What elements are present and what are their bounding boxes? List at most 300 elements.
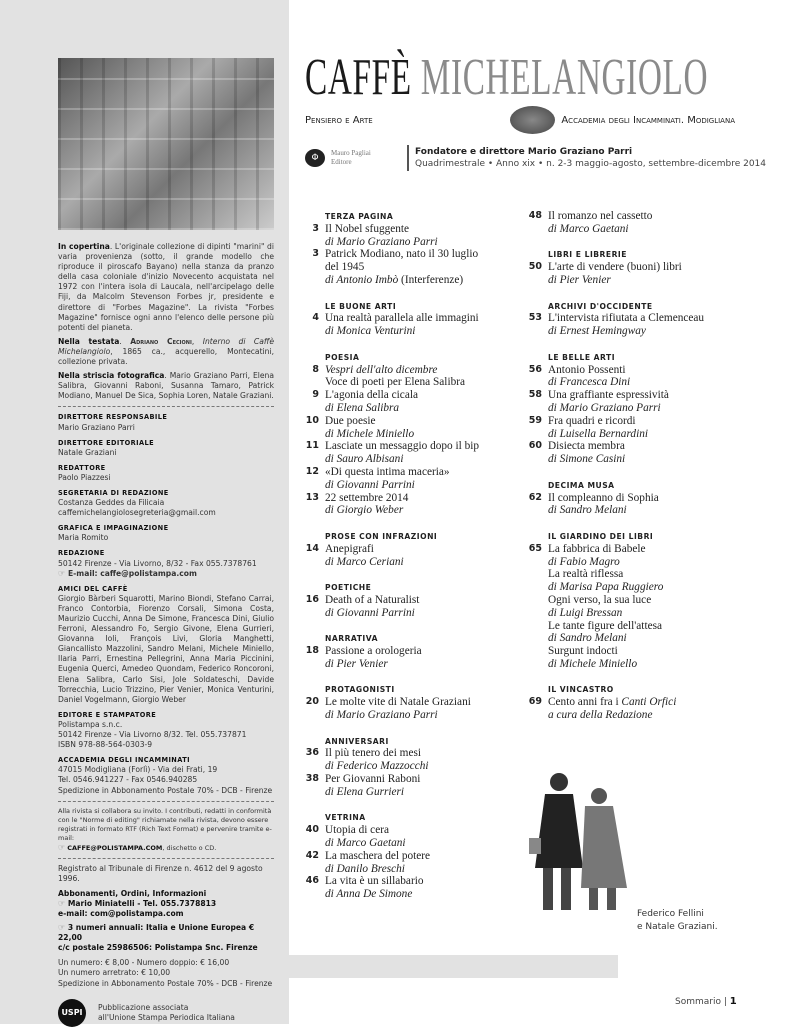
page-number: 3 — [312, 222, 319, 234]
section-heading: LE BUONE ARTI — [325, 301, 397, 311]
toc-line — [302, 492, 517, 505]
section-heading: PROSE CON INFRAZIONI — [325, 531, 438, 541]
line-text — [325, 773, 420, 786]
section-heading: POESIA — [325, 352, 360, 362]
page-number — [302, 888, 325, 901]
block-email — [58, 569, 274, 579]
toc-item[interactable] — [302, 696, 517, 722]
toc-line — [302, 594, 517, 607]
text: Editore — [331, 158, 352, 166]
title-text: Per Giovanni Raboni — [325, 773, 421, 786]
title-text: Una realtà parallela alle immagini — [325, 312, 479, 325]
title-text: Utopia di cera — [325, 824, 389, 837]
line-text — [548, 428, 648, 441]
title-text: Ogni verso, la sua luce — [548, 593, 652, 606]
author-or-italic: di Michele Miniello — [325, 427, 415, 440]
author-or-italic: di Luisella Bernardini — [548, 427, 649, 440]
title-text: «Di questa intima maceria» — [325, 465, 450, 478]
toc-item[interactable] — [302, 440, 517, 466]
page-number — [302, 261, 325, 274]
page-number — [302, 325, 325, 338]
section-heading: LE BELLE ARTI — [548, 352, 616, 362]
toc-line — [302, 773, 517, 786]
page-number — [302, 376, 325, 389]
author: Adriano Cecioni — [130, 336, 192, 346]
line-text — [548, 696, 676, 709]
page-number — [525, 428, 548, 441]
line-text — [548, 620, 662, 633]
uspi-logo: USPI — [58, 999, 86, 1027]
toc-line — [302, 875, 517, 888]
block-heading: SEGRETARIA DI REDAZIONE — [58, 488, 169, 497]
cover-note — [58, 242, 274, 333]
page-number: 4 — [312, 312, 319, 324]
price-line: Un numero arretrato: € 10,00 — [58, 968, 171, 978]
page-number: 18 — [305, 645, 319, 657]
line-text — [325, 274, 463, 287]
page-number — [302, 504, 325, 517]
toc-line — [525, 658, 740, 671]
toc-column-1 — [302, 210, 517, 914]
author-or-italic: di Sandro Melani — [548, 632, 627, 645]
line-text — [325, 786, 404, 799]
toc-line — [525, 594, 740, 607]
toc-item[interactable] — [525, 364, 740, 390]
toc-item[interactable] — [302, 543, 517, 569]
line-text — [548, 556, 620, 569]
line-text — [548, 389, 669, 402]
line-text — [325, 415, 376, 428]
page-footer — [675, 996, 737, 1007]
toc-line — [302, 312, 517, 325]
toc-section — [525, 683, 740, 721]
page-number: 16 — [305, 593, 319, 605]
page-number: 10 — [305, 414, 319, 426]
staff-block — [58, 412, 274, 432]
page-number: 46 — [305, 875, 319, 887]
text: . L'originale collezione di dipinti "marini" di varia provenienza (sotto, il grande modello che riproduce il piroscafo Bayano) nella stanza da pranzo della casa coloniale d'inizio Novecento acquistata nel 1972 con l'intera isola di Laucala, nell'arcipelago delle Fiji, da Malcolm Stevenson Forbes jr, presidente e direttore di "Forbes Magazine". La rivista "Forbes Magazine" fornisce ogni anno l'elenco delle persone più potenti del pianeta. — [58, 242, 274, 332]
title-text: Anepigrafi — [325, 542, 374, 555]
toc-item[interactable] — [525, 389, 740, 415]
block-line: Spedizione in Abbonamento Postale 70% - DCB - Firenze — [58, 785, 273, 795]
block-line: 50142 Firenze - Via Livorno 8/32. Tel. 055.737871 — [58, 730, 247, 740]
title-text: Il romanzo nel cassetto — [548, 210, 653, 222]
toc-line — [525, 440, 740, 453]
title-text: del 1945 — [325, 261, 365, 274]
toc-section — [302, 683, 517, 721]
page-number — [525, 620, 548, 633]
section-heading: DECIMA MUSA — [548, 480, 615, 490]
line-text — [325, 607, 415, 620]
section-heading: PROTAGONISTI — [325, 685, 395, 695]
author-or-italic: di Giovanni Parrini — [325, 478, 415, 491]
toc-line — [302, 466, 517, 479]
page-number: 69 — [528, 696, 542, 708]
toc-line — [302, 453, 517, 466]
label: Nella striscia fotografica — [58, 371, 165, 381]
striscia-note — [58, 371, 274, 401]
label: In copertina — [58, 242, 110, 251]
author-or-italic: di Mario Graziano Parri — [548, 401, 661, 414]
page-number: 11 — [305, 440, 319, 452]
publisher-logo-icon: Φ — [305, 149, 325, 167]
page-number: 40 — [305, 824, 319, 836]
block-line: Costanza Geddes da Filicaia — [58, 498, 165, 508]
toc-item[interactable] — [302, 645, 517, 671]
author-or-italic: di Marco Ceriani — [325, 555, 404, 568]
title-text: Una graffiante espressività — [548, 389, 669, 402]
page-number — [525, 556, 548, 569]
colophon — [58, 242, 274, 1027]
line-text — [325, 837, 406, 850]
toc-section — [525, 300, 740, 338]
block-line: 47015 Modigliana (Forlì) - Via dei Frati, 19 — [58, 765, 218, 775]
collab-note — [58, 807, 274, 853]
toc-line — [525, 696, 740, 709]
title-text: Voce di poeti per Elena Salibra — [325, 376, 466, 389]
line-text — [325, 312, 479, 325]
page-number: 48 — [528, 210, 542, 221]
title-text: Le tante figure dell'attesa — [548, 619, 663, 632]
page-number: 14 — [305, 542, 319, 554]
author-or-italic: di Elena Gurrieri — [325, 785, 405, 798]
toc-item[interactable] — [525, 261, 740, 287]
line-text — [325, 504, 403, 517]
author-or-italic: di Sauro Albisani — [325, 453, 404, 466]
title-text: Le molte vite di Natale Graziani — [325, 696, 471, 709]
block-heading: AMICI DEL CAFFÈ — [58, 584, 128, 593]
toc-item[interactable] — [302, 389, 517, 415]
block-heading: DIRETTORE RESPONSABILE — [58, 413, 168, 422]
block-line: Natale Graziani — [58, 447, 117, 457]
toc-item[interactable] — [302, 415, 517, 441]
toc-item[interactable] — [525, 492, 740, 518]
toc-item[interactable] — [302, 492, 517, 518]
heading: Abbonamenti, Ordini, Informazioni — [58, 888, 207, 898]
toc-item[interactable] — [525, 543, 740, 671]
line-text — [325, 236, 438, 249]
toc-line — [302, 696, 517, 709]
line-text — [325, 888, 412, 901]
author-or-italic: di Ernest Hemingway — [548, 325, 646, 338]
toc-line — [525, 607, 740, 620]
divider — [407, 145, 409, 171]
block-heading: REDAZIONE — [58, 549, 105, 558]
page-number: 58 — [528, 389, 542, 401]
toc-line — [302, 479, 517, 492]
text: , 1865 ca., acquerello, Montecatini, collezione privata. — [58, 346, 274, 367]
section-heading: POETICHE — [325, 583, 372, 593]
title-text: Patrick Modiano, nato il 30 luglio — [325, 248, 479, 261]
line-text — [548, 364, 626, 377]
toc-section — [302, 632, 517, 670]
staff-block — [58, 488, 274, 518]
line-text — [548, 312, 704, 325]
section-heading: IL VINCASTRO — [548, 685, 614, 695]
toc-line — [302, 261, 517, 274]
toc-item[interactable] — [302, 223, 517, 249]
pointer-icon: ☞ — [58, 923, 66, 933]
email[interactable]: E-mail: caffe@polistampa.com — [67, 568, 197, 578]
page-number — [525, 223, 548, 236]
line-text — [548, 223, 629, 236]
title-part: CAFFÈ — [305, 49, 412, 106]
line-text — [548, 440, 625, 453]
toc-section — [302, 351, 517, 517]
divider — [58, 406, 274, 407]
title-text: (Interferenze) — [398, 273, 464, 286]
page-number — [525, 594, 548, 607]
block-line: Mario Graziano Parri — [58, 422, 135, 432]
line-text — [548, 325, 646, 338]
page-number — [525, 453, 548, 466]
colophon-panel — [0, 0, 289, 1024]
page-number — [525, 645, 548, 658]
toc-section — [302, 581, 517, 619]
masthead-title — [305, 50, 708, 106]
line-text — [325, 402, 399, 415]
page-number: 20 — [305, 696, 319, 708]
staff-block — [58, 463, 274, 483]
block-heading: DIRETTORE EDITORIALE — [58, 438, 155, 447]
prices — [58, 958, 274, 988]
registration: Registrato al Tribunale di Firenze n. 4612 del 9 agosto 1996. — [58, 863, 263, 883]
block-heading: GRAFICA E IMPAGINAZIONE — [58, 524, 169, 533]
toc-line — [525, 210, 740, 223]
toc-line — [302, 415, 517, 428]
section-heading: TERZA PAGINA — [325, 212, 394, 221]
toc-section — [302, 811, 517, 901]
line-text — [325, 594, 419, 607]
title-text: L'agonia della cicala — [325, 389, 418, 402]
staff-blocks — [58, 412, 274, 795]
author-or-italic: di Mario Graziano Parri — [325, 709, 438, 722]
toc-line — [525, 556, 740, 569]
cover-photo — [58, 58, 274, 230]
line-text — [325, 479, 415, 492]
page-number — [525, 402, 548, 415]
line-text — [548, 415, 636, 428]
toc-section — [525, 210, 740, 236]
author-or-italic: di Marisa Papa Ruggiero — [548, 581, 664, 594]
line-text — [548, 543, 646, 556]
toc-line — [302, 658, 517, 671]
title-text: La realtà riflessa — [548, 568, 624, 581]
title-text: Cento anni fra i — [548, 696, 622, 709]
toc-item[interactable] — [525, 415, 740, 441]
page-number — [302, 428, 325, 441]
separator: | — [723, 997, 727, 1007]
line-text — [325, 658, 388, 671]
section-heading: VETRINA — [325, 813, 366, 823]
toc-section — [302, 210, 517, 287]
title-part: MICHELANGIOLO — [420, 49, 709, 106]
uspi — [58, 999, 274, 1027]
line-text — [325, 556, 404, 569]
page-number: 8 — [312, 363, 319, 375]
toc-section — [525, 248, 740, 286]
page-number: 9 — [312, 389, 319, 401]
page-number: 38 — [305, 773, 319, 785]
block-line: caffemichelangiolosegreteria@gmail.com — [58, 508, 216, 518]
toc-section — [302, 735, 517, 799]
toc-line — [525, 543, 740, 556]
pointer-icon: ☞ — [58, 842, 66, 852]
line-text — [325, 760, 429, 773]
author-or-italic: di Luigi Bressan — [548, 606, 623, 619]
text: all'Unione Stampa Periodica Italiana — [98, 1012, 235, 1022]
page-number — [302, 786, 325, 799]
line-text — [548, 274, 611, 287]
line-text — [548, 581, 663, 594]
page-number — [302, 402, 325, 415]
page-number — [525, 568, 548, 581]
decorative-bar — [289, 955, 618, 978]
toc-item[interactable] — [302, 773, 517, 799]
toc-line — [525, 620, 740, 633]
toc-line — [302, 236, 517, 249]
price-line: Spedizione in Abbonamento Postale 70% - DCB - Firenze — [58, 978, 273, 988]
page-number: 3 — [312, 248, 319, 260]
page-number — [525, 325, 548, 338]
page-number: 59 — [528, 414, 542, 426]
section-heading: NARRATIVA — [325, 634, 378, 644]
toc-line — [302, 364, 517, 377]
page-number: 60 — [528, 440, 542, 452]
toc-line — [302, 376, 517, 389]
line-text — [548, 658, 637, 671]
author-or-italic: di Giovanni Parrini — [325, 606, 415, 619]
text: e Natale Graziani. — [637, 922, 718, 932]
divider — [58, 801, 274, 802]
masthead-image — [510, 106, 555, 134]
author-or-italic: a cura della Redazione — [548, 709, 653, 722]
page-number: 13 — [305, 491, 319, 503]
toc-line — [525, 261, 740, 274]
block-line: Paolo Piazzesi — [58, 472, 111, 482]
toc-item[interactable] — [525, 696, 740, 722]
email[interactable]: e-mail: com@polistampa.com — [58, 908, 184, 918]
title-text: Fra quadri e ricordi — [548, 414, 636, 427]
title-text: Death of a Naturalist — [325, 593, 420, 606]
block-line: Polistampa s.n.c. — [58, 719, 123, 729]
toc-item[interactable] — [302, 850, 517, 876]
toc-line — [302, 389, 517, 402]
toc-line — [302, 607, 517, 620]
line-text — [548, 376, 630, 389]
line-text — [325, 696, 471, 709]
toc-line — [302, 402, 517, 415]
page-number — [302, 658, 325, 671]
title-text: Disiecta membra — [548, 440, 625, 453]
line-text — [325, 466, 450, 479]
page-number — [525, 504, 548, 517]
subtitle-left: Pensiero e Arte — [305, 114, 373, 126]
page-number — [525, 274, 548, 287]
line-text — [325, 364, 437, 377]
toc-line — [302, 248, 517, 261]
text: Mauro Pagliai — [331, 149, 371, 157]
toc-line — [302, 325, 517, 338]
toc-item[interactable] — [302, 875, 517, 901]
block-heading: REDATTORE — [58, 463, 106, 472]
line-text — [325, 440, 479, 453]
toc-item[interactable] — [525, 210, 740, 236]
staff-block — [58, 710, 274, 750]
line-text — [325, 453, 403, 466]
toc-section — [302, 530, 517, 568]
author-or-italic: di Mario Graziano Parri — [325, 235, 438, 248]
toc-item[interactable] — [302, 248, 517, 286]
line-text — [325, 325, 415, 338]
toc-item[interactable] — [525, 312, 740, 338]
page-number — [302, 607, 325, 620]
author-or-italic: di Antonio Imbò — [325, 273, 399, 286]
author-or-italic: di Fabio Magro — [548, 555, 620, 568]
section-heading: IL GIARDINO DEI LIBRI — [548, 531, 654, 541]
line-text — [325, 223, 409, 236]
toc-line — [302, 888, 517, 901]
toc-item[interactable] — [302, 747, 517, 773]
staff-block — [58, 548, 274, 578]
toc-line — [525, 632, 740, 645]
toc-item[interactable] — [302, 364, 517, 390]
author-or-italic: di Federico Mazzocchi — [325, 760, 429, 773]
toc-item[interactable] — [525, 440, 740, 466]
title-text: Il più tenero dei mesi — [325, 747, 421, 760]
toc-item[interactable] — [302, 594, 517, 620]
line-text — [325, 261, 364, 274]
toc-line — [302, 850, 517, 863]
author-or-italic: di Simone Casini — [548, 453, 626, 466]
page-number: 1 — [729, 996, 737, 1007]
toc-line — [302, 543, 517, 556]
text: . Mario Graziano Parri, Elena Salibra, Giovanni Raboni, Susanna Tamaro, Patrick Modiano, Manuel De Sica, Sophia Loren, Natale Graziani. — [58, 371, 275, 401]
page-number: 56 — [528, 363, 542, 375]
toc-line — [525, 581, 740, 594]
toc-item[interactable] — [302, 824, 517, 850]
toc-item[interactable] — [302, 312, 517, 338]
author-or-italic: Canti Orfici — [621, 696, 677, 709]
toc-item[interactable] — [302, 466, 517, 492]
title-text: Due poesie — [325, 414, 376, 427]
title-text: 22 settembre 2014 — [325, 491, 409, 504]
toc-line — [525, 645, 740, 658]
toc-section — [302, 300, 517, 338]
author-or-italic: di Pier Venier — [548, 273, 611, 286]
page-number — [302, 709, 325, 722]
page-number — [302, 863, 325, 876]
title-text: Il Nobel sfuggente — [325, 222, 410, 235]
title-text: Lasciate un messaggio dopo il bip — [325, 440, 480, 453]
toc-line — [302, 863, 517, 876]
line-text — [548, 504, 627, 517]
author-or-italic: Vespri dell'alto dicembre — [325, 363, 438, 376]
page-number — [302, 236, 325, 249]
title-text: L'intervista rifiutata a Clemenceau — [548, 312, 705, 325]
collab-email[interactable]: CAFFE@POLISTAMPA.COM — [67, 843, 163, 852]
block-line: Tel. 0546.941227 - Fax 0546.940285 — [58, 775, 198, 785]
toc-section — [525, 351, 740, 466]
section-heading: LIBRI E LIBRERIE — [548, 250, 627, 260]
line-text — [548, 607, 622, 620]
toc-line — [525, 223, 740, 236]
page-number: 12 — [305, 465, 319, 477]
toc-line — [525, 709, 740, 722]
title-text: Passione a orologeria — [325, 645, 422, 658]
contact: Mario Miniatelli - Tel. 055.7378813 — [67, 898, 217, 908]
staff-block — [58, 438, 274, 458]
